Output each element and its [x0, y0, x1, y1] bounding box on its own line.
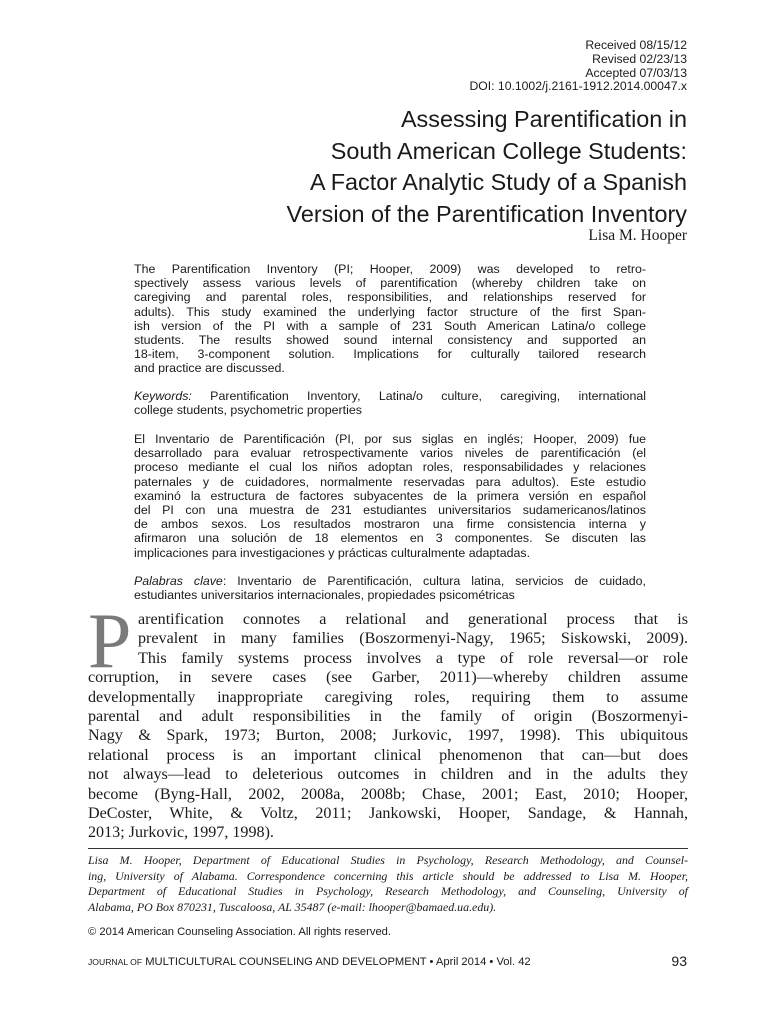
body-line: arentification connotes a relational and generational process that is [138, 611, 688, 628]
body-line: not always—lead to deleterious outcomes in children and in the adults they [88, 766, 688, 784]
revised-date: Revised 02/23/13 [592, 51, 687, 66]
keywords-line [134, 574, 646, 588]
body-line: This family systems process involves a type of role reversal—or role [138, 649, 688, 667]
body-paragraph [88, 610, 688, 843]
running-footer [88, 956, 531, 968]
keywords-label: Palabras clave [134, 574, 223, 588]
title-line: A Factor Analytic Study of a Spanish [309, 169, 687, 195]
drop-cap: P [88, 597, 132, 684]
article-history [469, 39, 687, 94]
keywords-text: : Inventario de Parentificación, cultura latina, servicios de cuidado, [222, 574, 646, 588]
abstract-line: implicaciones para investigaciones y prácticas culturalmente adaptadas. [134, 545, 531, 560]
body-line: developmentally inappropriate caregiving roles, requiring them to assume [88, 688, 688, 706]
author-name: Lisa M. Hooper [588, 227, 687, 244]
abstract-line: The Parentification Inventory (PI; Hooper, 2009) was developed to retro- [134, 262, 646, 276]
abstract-line: de ambos sexos. Los resultados mostraron una firme consistencia interna y [134, 517, 646, 532]
body-line: 2013; Jurkovic, 1997, 1998). [88, 824, 274, 842]
abstract-line: caregiving and parental roles, responsibilities, and relationships reserved for [134, 290, 646, 305]
footnote-divider [88, 848, 688, 849]
body-line: relational process is an important clinical phenomenon that can—but does [88, 746, 688, 764]
abstract-line: students. The results showed sound internal consistency and supported an [134, 333, 646, 348]
title-line: Version of the Parentification Inventory [286, 200, 687, 227]
journal-name: MULTICULTURAL COUNSELING AND DEVELOPMENT • April 2014 • Vol. 42 [142, 956, 531, 968]
body-line: parental and adult responsibilities in the family of origin (Boszormenyi- [88, 708, 688, 726]
keywords-label: Keywords: [134, 389, 192, 403]
doi: DOI: 10.1002/j.2161-1912.2014.00047.x [469, 79, 687, 94]
body-line: corruption, in severe cases (see Garber, 2011)—whereby children assume [88, 669, 688, 687]
keywords-spanish [134, 574, 646, 602]
abstract-line: del PI con una muestra de 231 estudiantes universitarios sudamericanos/latinos [134, 503, 646, 518]
body-line: prevalent in many families (Boszormenyi-Nagy, 1965; Siskowski, 2009). [138, 630, 688, 648]
abstract-line: proceso mediante el cual los niños adoptan roles, responsabilidades y relaciones [134, 460, 646, 475]
footnote-line: ing, University of Alabama. Correspondence concerning this article should be addressed to Lisa M. Hooper, [88, 868, 688, 883]
abstract-line: 18-item, 3-component solution. Implications for culturally tailored research [134, 347, 646, 362]
body-line: become (Byng-Hall, 2002, 2008a, 2008b; Chase, 2001; East, 2010; Hooper, [88, 785, 688, 803]
received-date: Received 08/15/12 [585, 38, 687, 52]
accepted-date: Accepted 07/03/13 [585, 65, 687, 80]
keywords-line [134, 389, 646, 403]
abstract-line: desarrollado para evaluar retrospectivamente varios niveles de parentificación (el [134, 446, 646, 461]
abstract-line: examinó la estructura de factores subyacentes de la primera versión en español [134, 488, 646, 503]
abstract-line: afirmaron una solución de 18 elementos en 3 componentes. Se discuten las [134, 531, 646, 546]
keywords-line: college students, psychometric properties [134, 403, 362, 418]
body-line: DeCoster, White, & Voltz, 2011; Jankowski, Hooper, Sandage, & Hannah, [88, 805, 688, 823]
abstract-english [134, 262, 646, 376]
abstract-line: spectively assess various levels of parentification (whereby children take on [134, 276, 646, 291]
copyright-notice: © 2014 American Counseling Association. All rights reserved. [88, 926, 392, 938]
abstract-line: El Inventario de Parentificación (PI, por sus siglas en inglés; Hooper, 2009) fue [134, 432, 646, 446]
title-line: South American College Students: [330, 137, 687, 164]
article-title [127, 104, 687, 230]
abstract-line: ish version of the PI with a sample of 231 South American Latina/o college [134, 318, 646, 333]
footnote-line: Department of Educational Studies in Psychology, Research Methodology, and Counseling, University of [88, 884, 688, 899]
abstract-spanish [134, 432, 646, 560]
footnote-line: Lisa M. Hooper, Department of Educational Studies in Psychology, Research Methodology, and Counsel- [88, 853, 688, 867]
keywords-text: Parentification Inventory, Latina/o culture, caregiving, international [191, 389, 646, 403]
abstract-line: adults). This study examined the underlying factor structure of the first Span- [134, 304, 646, 319]
body-line: Nagy & Spark, 1973; Burton, 2008; Jurkovic, 1997, 1998). This ubiquitous [88, 727, 688, 745]
author-note [88, 853, 688, 915]
title-line: Assessing Parentification in [400, 106, 687, 132]
abstract-line: and practice are discussed. [134, 361, 285, 376]
journal-prefix: JOURNAL OF [88, 957, 143, 967]
keywords-line: estudiantes universitarios internacionales, propiedades psicométricas [134, 588, 515, 603]
abstract-line: paternales y de cuidadores, normalmente reservadas para adultos). Este estudio [134, 474, 646, 489]
keywords-english [134, 389, 646, 417]
footnote-line: Alabama, PO Box 870231, Tuscaloosa, AL 35487 (e-mail: lhooper@bamaed.ua.edu). [88, 899, 497, 914]
page-number: 93 [671, 953, 687, 969]
